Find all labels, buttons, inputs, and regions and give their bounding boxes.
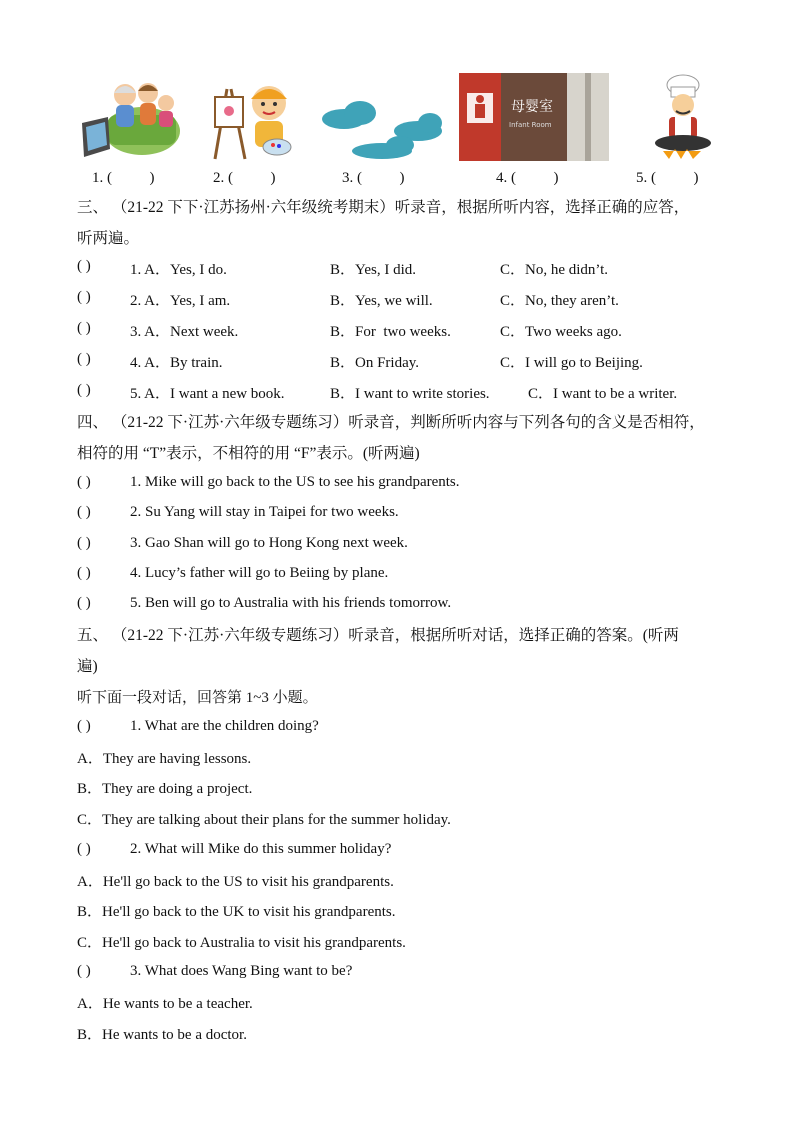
- option-c: C．I want to be a writer.: [528, 386, 678, 402]
- section4-heading-cont: 相符的用 “T”表示，不相符的用 “F”表示。(听两遍): [77, 445, 420, 462]
- answer-blank[interactable]: ( ): [77, 963, 91, 979]
- section5-intro: 听下面一段对话，回答第 1~3 小题。: [77, 690, 318, 706]
- answer-blank[interactable]: ( ): [77, 565, 91, 581]
- option-c: C．He'll go back to Australia to visit his grandparents.: [77, 935, 406, 951]
- option-b: B．He'll go back to the UK to visit his grandparents.: [77, 904, 396, 920]
- section4-statement-4: [0, 565, 800, 587]
- picture-answer-4[interactable]: 4. ( ): [496, 170, 559, 186]
- picture-4: [459, 73, 609, 161]
- statement-text: 4. Lucy’s father will go to Beiing by plane.: [130, 565, 389, 581]
- section3-question-3: [0, 320, 800, 342]
- section5-question-2: [0, 841, 800, 863]
- option-b: B．He wants to be a doctor.: [77, 1027, 247, 1043]
- picture-answer-5[interactable]: 5. ( ): [636, 170, 699, 186]
- section4-statement-2: [0, 504, 800, 526]
- picture-3: [320, 73, 445, 161]
- moon-clouds-night-icon: [320, 73, 445, 161]
- section3-heading-cont: 听两遍。: [77, 230, 140, 247]
- option-a: 4. A．By train.: [130, 355, 223, 371]
- option-a: A．They are having lessons.: [77, 751, 252, 767]
- answer-blank[interactable]: ( ): [77, 258, 91, 274]
- option-a: 2. A．Yes, I am.: [130, 293, 231, 309]
- answer-blank[interactable]: ( ): [77, 382, 91, 398]
- question-text: 3. What does Wang Bing want to be?: [130, 963, 353, 979]
- question-text: 2. What will Mike do this summer holiday?: [130, 841, 392, 857]
- section5-question-3: [0, 963, 800, 985]
- option-a: A．He'll go back to the US to visit his grandparents.: [77, 874, 394, 890]
- section5-question-1: [0, 718, 800, 740]
- answer-blank[interactable]: ( ): [77, 474, 91, 490]
- option-a: A．He wants to be a teacher.: [77, 996, 253, 1012]
- option-c: C．I will go to Beijing.: [500, 355, 643, 371]
- picture-2: [205, 73, 295, 161]
- answer-blank[interactable]: ( ): [77, 595, 91, 611]
- picture-answer-2[interactable]: 2. ( ): [213, 170, 276, 186]
- section5-heading: 五、 （21-22 下·江苏·六年级专题练习）听录音，根据所听对话，选择正确的答案。(听两: [77, 627, 679, 644]
- section3-question-5: [0, 382, 800, 404]
- answer-blank[interactable]: ( ): [77, 351, 91, 367]
- picture-5: [645, 73, 720, 161]
- sign-text-cn: 母婴室: [511, 99, 553, 115]
- section5-heading-cont: 遍): [77, 658, 98, 675]
- option-b: B．On Friday.: [330, 355, 420, 371]
- statement-text: 2. Su Yang will stay in Taipei for two weeks.: [130, 504, 399, 520]
- section4-heading: 四、 （21-22 下·江苏·六年级专题练习）听录音，判断所听内容与下列各句的含义是否相符，: [77, 414, 705, 431]
- option-c: C．Two weeks ago.: [500, 324, 622, 340]
- statement-text: 3. Gao Shan will go to Hong Kong next week.: [130, 535, 408, 551]
- sign-text-en: Infant Room: [509, 121, 552, 129]
- option-c: C．No, he didn’t.: [500, 262, 609, 278]
- family-watching-tv-icon: [80, 73, 180, 161]
- picture-1: [80, 73, 180, 161]
- question-text: 1. What are the children doing?: [130, 718, 319, 734]
- answer-blank[interactable]: ( ): [77, 841, 91, 857]
- boy-painting-icon: [205, 73, 295, 161]
- option-c: C．They are talking about their plans for the summer holiday.: [77, 812, 451, 828]
- section3-heading: 三、 （21-22 下下·江苏扬州·六年级统考期末）听录音，根据所听内容，选择正确的应答，: [77, 199, 690, 216]
- section4-statement-5: [0, 595, 800, 617]
- section4-statement-3: [0, 535, 800, 557]
- chef-cooking-icon: [645, 73, 720, 161]
- option-b: B．Yes, I did.: [330, 262, 416, 278]
- answer-blank[interactable]: ( ): [77, 718, 91, 734]
- option-b: B．For two weeks.: [330, 324, 451, 340]
- section3-question-1: [0, 258, 800, 280]
- answer-blank[interactable]: ( ): [77, 289, 91, 305]
- statement-text: 5. Ben will go to Australia with his friends tomorrow.: [130, 595, 452, 611]
- picture-answer-1[interactable]: 1. ( ): [92, 170, 155, 186]
- answer-blank[interactable]: ( ): [77, 320, 91, 336]
- option-b: B．Yes, we will.: [330, 293, 433, 309]
- statement-text: 1. Mike will go back to the US to see his grandparents.: [130, 474, 460, 490]
- option-c: C．No, they aren’t.: [500, 293, 619, 309]
- option-a: 5. A．I want a new book.: [130, 386, 285, 402]
- picture-answer-3[interactable]: 3. ( ): [342, 170, 405, 186]
- option-a: 3. A．Next week.: [130, 324, 239, 340]
- section4-statement-1: [0, 474, 800, 496]
- picture-answer-row: [0, 170, 800, 192]
- option-b: B．They are doing a project.: [77, 781, 253, 797]
- option-b: B．I want to write stories.: [330, 386, 490, 402]
- option-a: 1. A．Yes, I do.: [130, 262, 227, 278]
- answer-blank[interactable]: ( ): [77, 535, 91, 551]
- section3-question-4: [0, 351, 800, 373]
- infant-room-sign-icon: [459, 73, 609, 161]
- section3-question-2: [0, 289, 800, 311]
- answer-blank[interactable]: ( ): [77, 504, 91, 520]
